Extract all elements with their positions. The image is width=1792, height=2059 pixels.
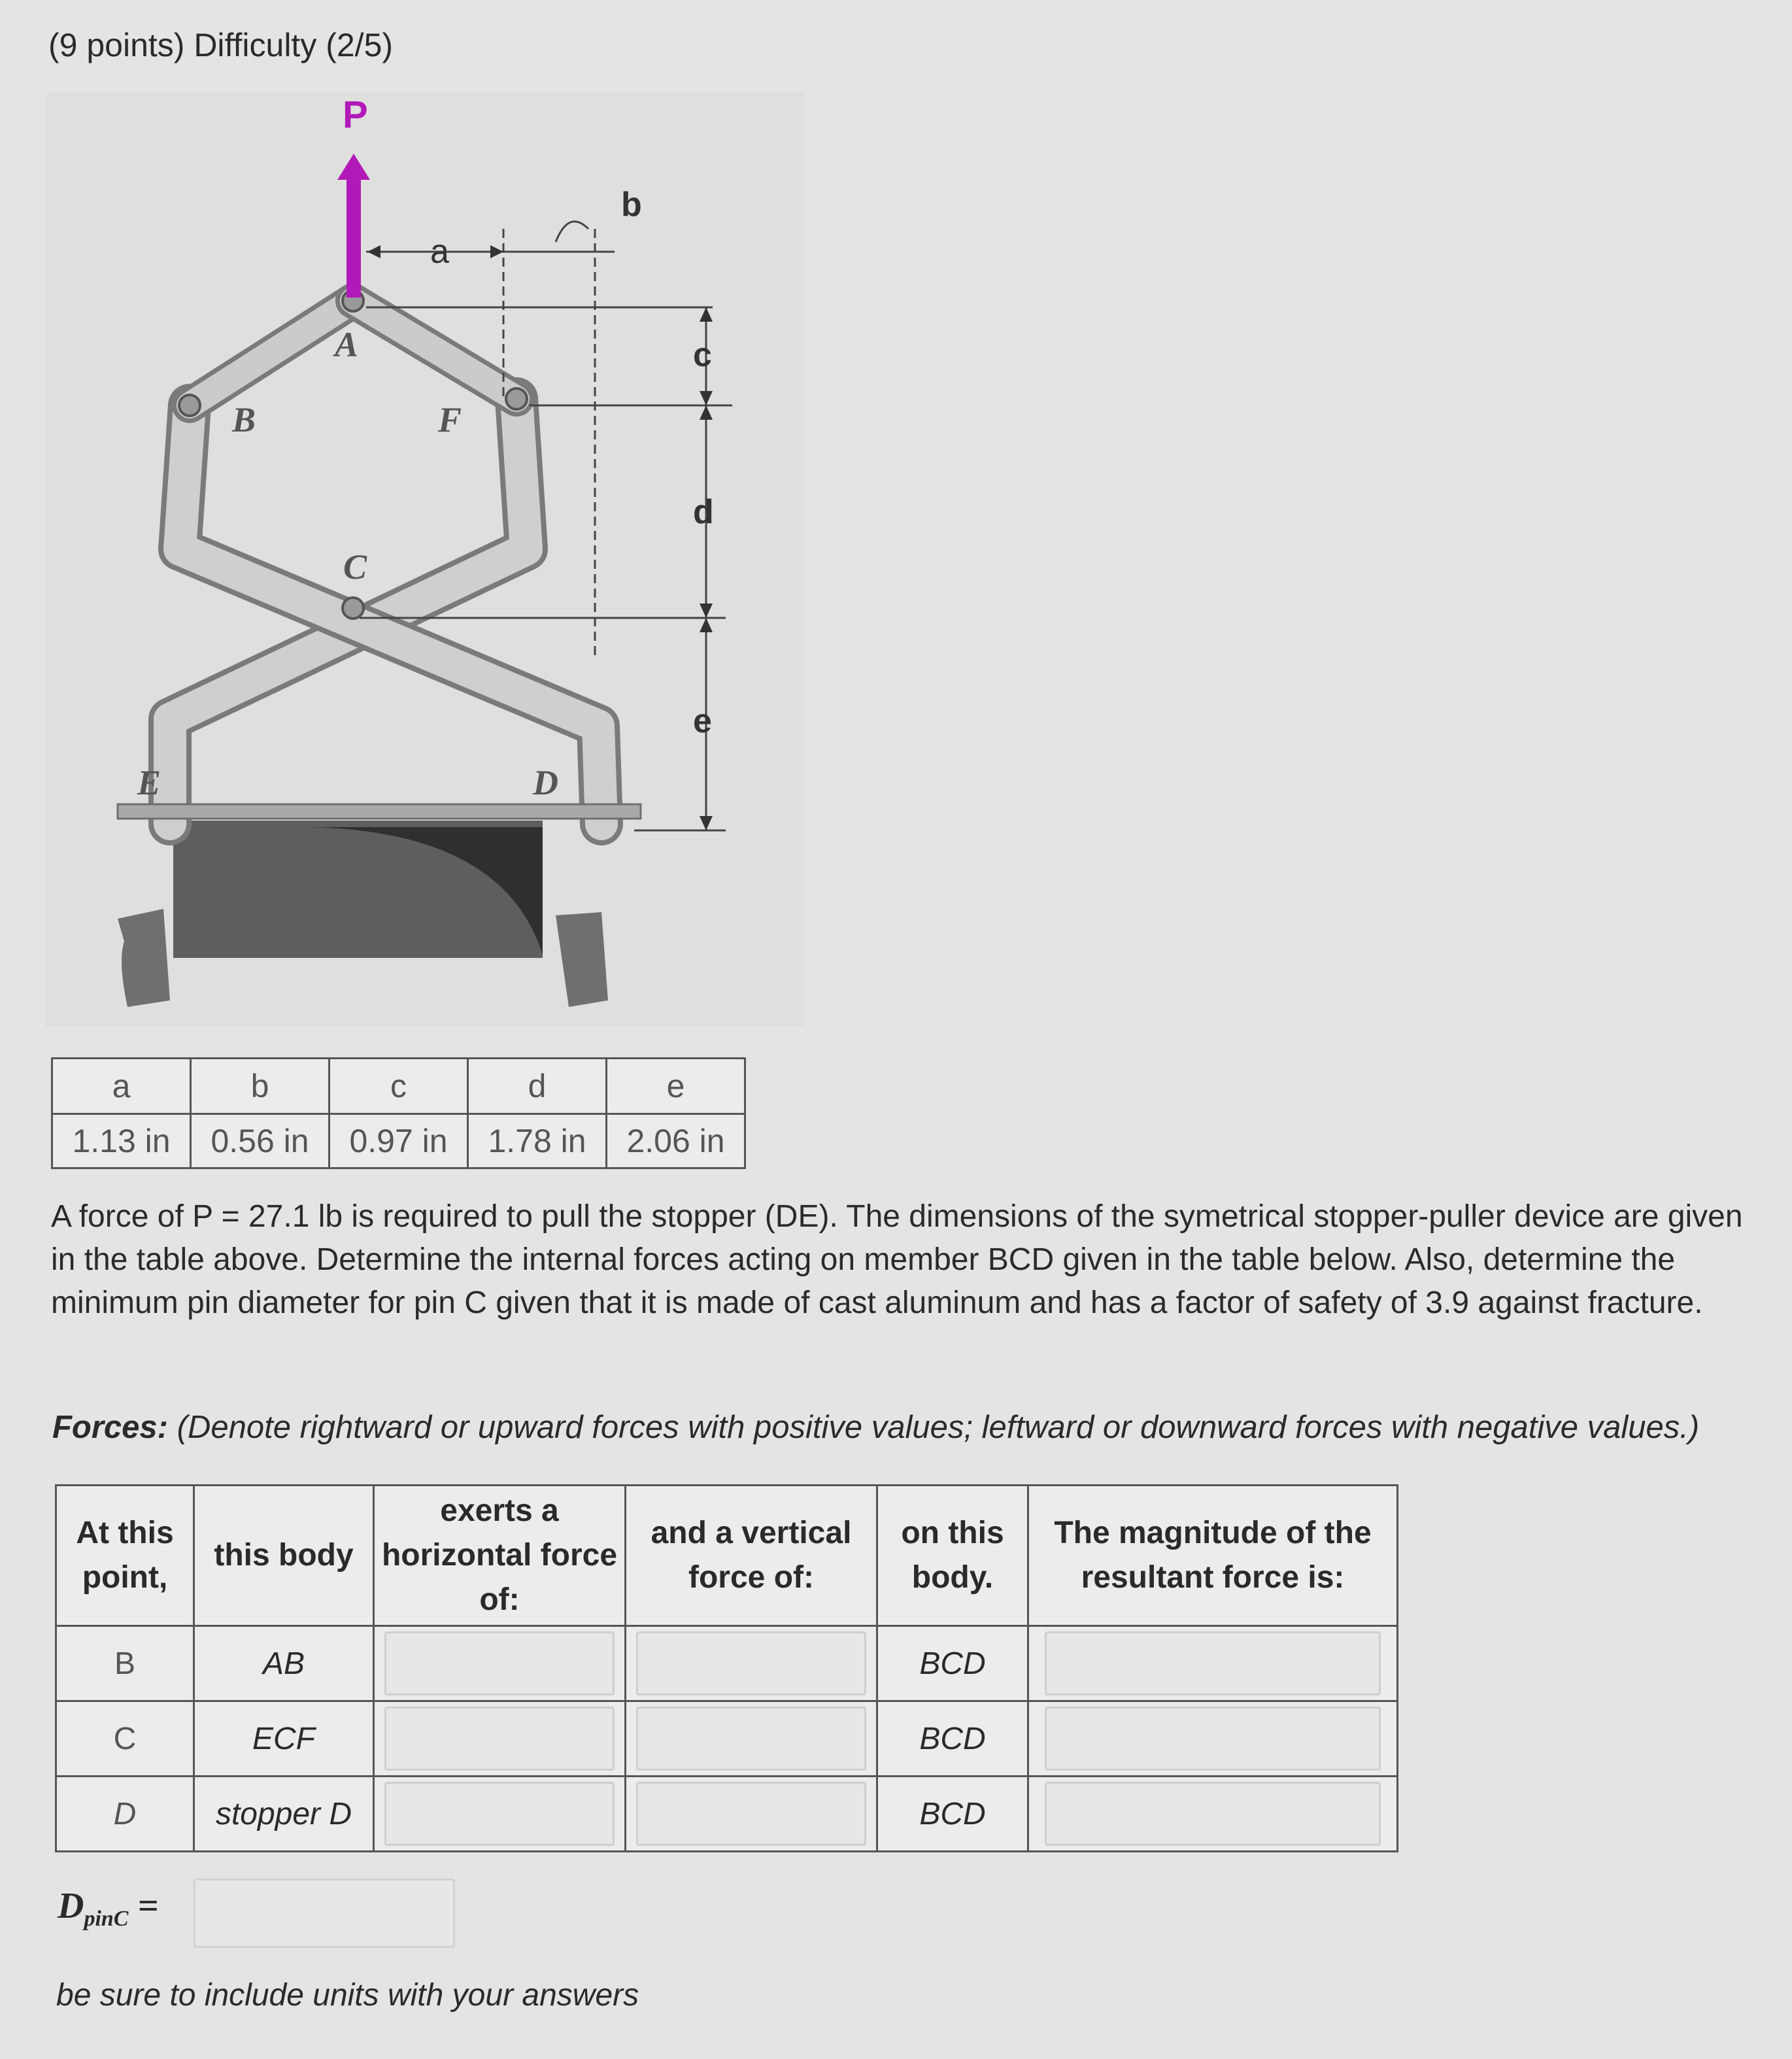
resultant-force-input-C[interactable] bbox=[1045, 1707, 1381, 1771]
dim-label-d: d bbox=[693, 493, 714, 531]
pin-diameter-equals: = bbox=[137, 1886, 159, 1926]
vertical-force-input-C[interactable] bbox=[636, 1707, 866, 1771]
col-header-body: this body bbox=[194, 1486, 374, 1626]
dim-value-c: 0.97 in bbox=[330, 1114, 468, 1168]
stopper-puller-diagram bbox=[46, 92, 804, 1027]
forces-table bbox=[55, 1484, 1398, 1852]
forces-sign-convention: (Denote rightward or upward forces with positive values; leftward or downward forces with negative values.) bbox=[177, 1410, 1700, 1445]
pin-diameter-label bbox=[58, 1885, 158, 1931]
dim-header-d: d bbox=[468, 1059, 607, 1114]
row-point: D bbox=[56, 1777, 194, 1852]
dim-label-a: a bbox=[430, 233, 449, 271]
load-label: P bbox=[343, 94, 368, 136]
row-on-body: BCD bbox=[877, 1701, 1028, 1777]
dimensions-table bbox=[51, 1057, 746, 1169]
col-header-vertical: and a vertical force of: bbox=[626, 1486, 877, 1626]
forces-instructions bbox=[52, 1409, 1699, 1446]
load-arrow-shaft bbox=[347, 170, 361, 298]
resultant-force-input-D[interactable] bbox=[1045, 1782, 1381, 1846]
table-row bbox=[56, 1701, 1398, 1777]
horizontal-force-input-B[interactable] bbox=[384, 1631, 615, 1695]
col-header-horizontal: exerts a horizontal force of: bbox=[374, 1486, 626, 1626]
point-label-A: A bbox=[335, 325, 359, 364]
question-header: (9 points) Difficulty (2/5) bbox=[48, 27, 394, 63]
vertical-force-input-D[interactable] bbox=[636, 1782, 866, 1846]
dim-value-b: 0.56 in bbox=[191, 1114, 330, 1168]
dim-label-b: b bbox=[621, 186, 642, 224]
point-label-B: B bbox=[232, 400, 256, 439]
dim-value-e: 2.06 in bbox=[607, 1114, 745, 1168]
point-label-F: F bbox=[438, 400, 462, 439]
pin-F bbox=[506, 388, 527, 409]
jaw-plate bbox=[118, 804, 641, 819]
problem-statement: A force of P = 27.1 lb is required to pull the stopper (DE). The dimensions of the symetrical stopper-puller device are given in the table above. Determine the internal forces acting on member BCD given in the table below. Also, determine the minimum pin diameter for pin C given that it is made of cast aluminum and has a factor of safety of 3.9 against fracture. bbox=[51, 1199, 1743, 1320]
pin-C bbox=[343, 598, 363, 619]
point-label-D: D bbox=[533, 763, 558, 802]
dim-header-e: e bbox=[607, 1059, 745, 1114]
row-body: stopper D bbox=[194, 1777, 374, 1852]
dim-header-b: b bbox=[191, 1059, 330, 1114]
horizontal-force-input-D[interactable] bbox=[384, 1782, 615, 1846]
row-body: AB bbox=[194, 1626, 374, 1701]
pin-diameter-symbol: D bbox=[58, 1886, 84, 1926]
units-reminder: be sure to include units with your answers bbox=[56, 1978, 639, 2013]
row-point: C bbox=[56, 1701, 194, 1777]
col-header-point: At this point, bbox=[56, 1486, 194, 1626]
dim-label-c: c bbox=[693, 336, 712, 374]
dim-value-a: 1.13 in bbox=[52, 1114, 191, 1168]
horizontal-force-input-C[interactable] bbox=[384, 1707, 615, 1771]
pin-diameter-input[interactable] bbox=[194, 1879, 455, 1948]
vertical-force-input-B[interactable] bbox=[636, 1631, 866, 1695]
forces-label: Forces: bbox=[52, 1410, 169, 1445]
resultant-force-input-B[interactable] bbox=[1045, 1631, 1381, 1695]
dim-value-d: 1.78 in bbox=[468, 1114, 607, 1168]
row-body: ECF bbox=[194, 1701, 374, 1777]
point-label-C: C bbox=[343, 547, 367, 587]
dim-header-c: c bbox=[330, 1059, 468, 1114]
pin-diameter-subscript: pinC bbox=[84, 1907, 129, 1931]
table-row bbox=[56, 1777, 1398, 1852]
col-header-resultant: The magnitude of the resultant force is: bbox=[1028, 1486, 1398, 1626]
dim-label-e: e bbox=[693, 702, 712, 740]
row-on-body: BCD bbox=[877, 1777, 1028, 1852]
row-on-body: BCD bbox=[877, 1626, 1028, 1701]
table-row bbox=[56, 1626, 1398, 1701]
col-header-on-body: on this body. bbox=[877, 1486, 1028, 1626]
point-label-E: E bbox=[137, 763, 161, 802]
bottle-neck-left bbox=[118, 909, 170, 1007]
dim-header-a: a bbox=[52, 1059, 191, 1114]
row-point: B bbox=[56, 1626, 194, 1701]
pin-B bbox=[179, 395, 200, 416]
